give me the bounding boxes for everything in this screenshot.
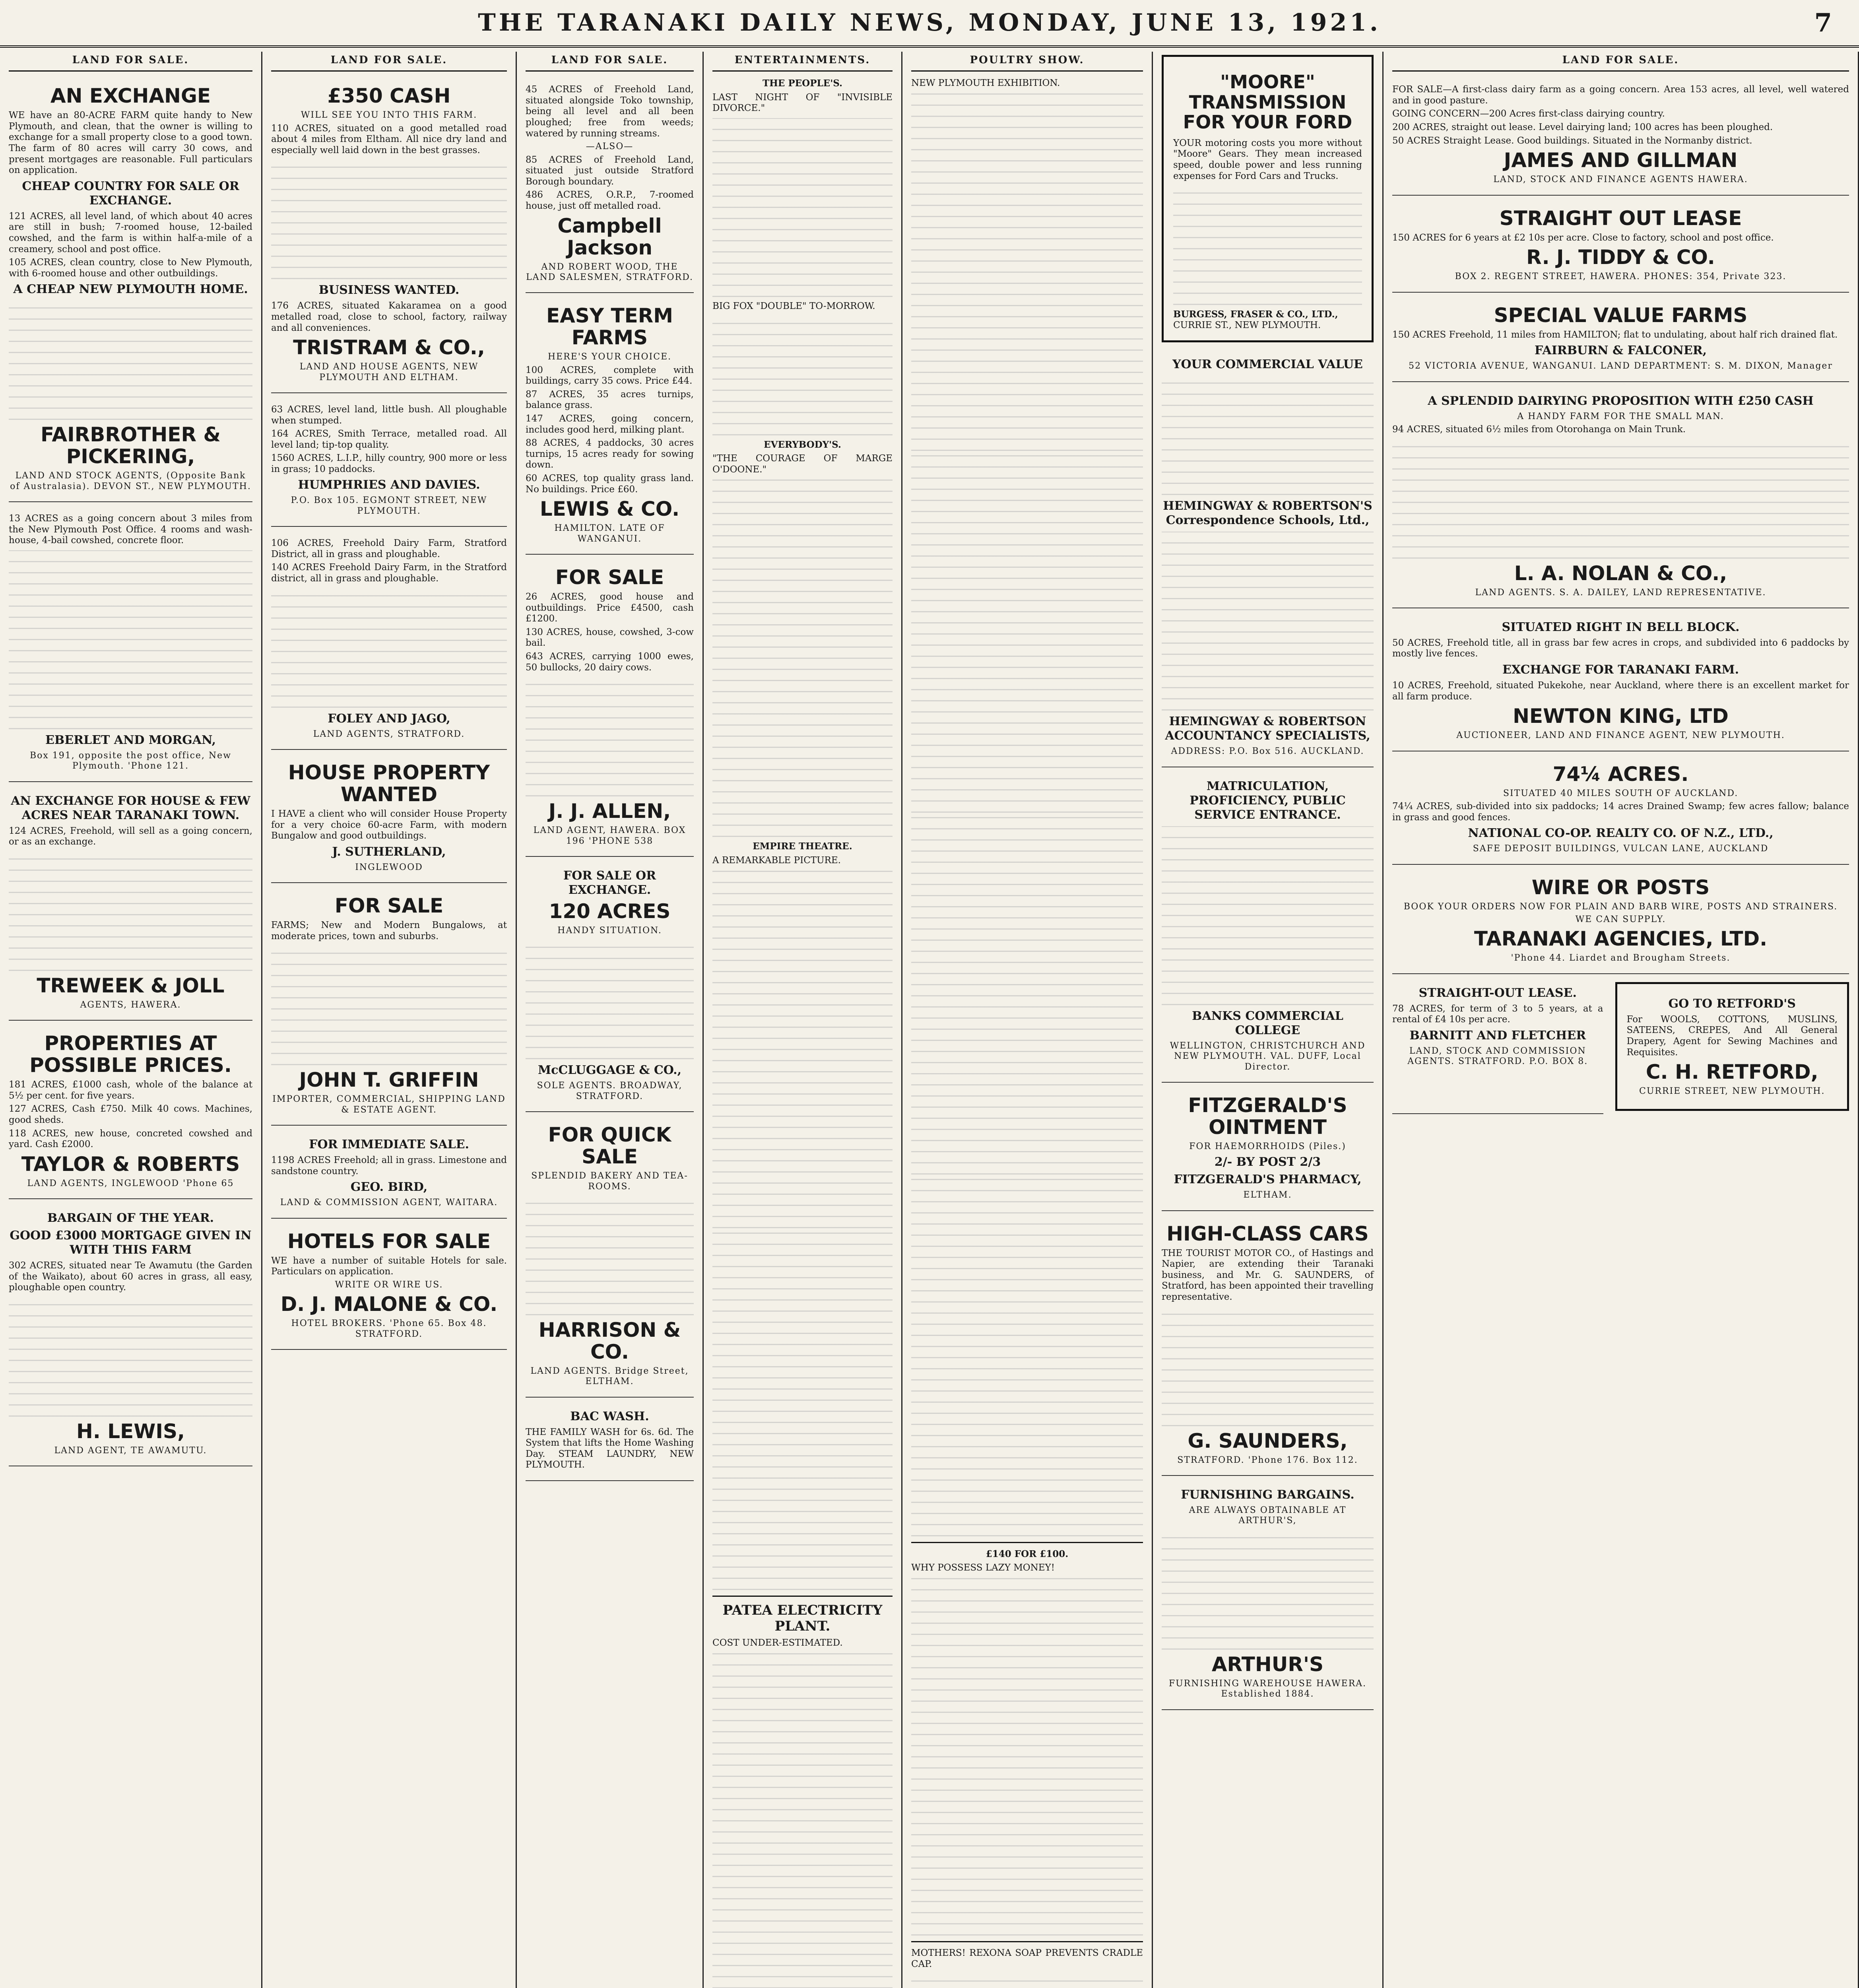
agent-name: LEWIS & CO. [539, 497, 680, 521]
ad-text: 643 ACRES, carrying 1000 ewes, 50 bullocks, 20 dairy cows. [526, 651, 694, 673]
ad-text: 88 ACRES, 4 paddocks, 30 acres turnips, 15 acres ready for sowing down. [526, 438, 694, 470]
article-subheading: BIG FOX "DOUBLE" TO-MORROW. [712, 301, 875, 311]
advert [271, 78, 507, 393]
agent-name: J. SUTHERLAND, [332, 845, 446, 859]
ad-heading: EASY TERM FARMS [546, 304, 673, 349]
ad-subheading: A SPLENDID DAIRYING PROPOSITION WITH £250 CASH [1428, 394, 1814, 408]
agent-name: FITZGERALD'S PHARMACY, [1174, 1173, 1362, 1187]
advert [526, 862, 694, 1112]
article-text-lines [911, 1578, 1143, 1936]
article-text-lines [911, 817, 1143, 1175]
agent-address: ELTHAM. [1243, 1190, 1292, 1200]
article-text-lines [712, 316, 893, 435]
ad-text: 147 ACRES, going concern, includes good herd, milking plant. [526, 414, 694, 435]
ad-text: 200 ACRES, straight out lease. Level dairying land; 100 acres has been ploughed. [1392, 122, 1773, 132]
ad-heading: £350 CASH [327, 84, 451, 108]
advert [526, 1402, 694, 1481]
agent-address: LAND AGENTS. S. A. DAILEY, LAND REPRESENTATIVE. [1475, 587, 1766, 598]
agent-name: HUMPHRIES AND DAVIES. [298, 478, 480, 492]
body-text-lines [9, 852, 252, 971]
agent-name: H. LEWIS, [76, 1419, 185, 1443]
body-text-lines [9, 550, 252, 729]
advert [1392, 756, 1849, 865]
ad-heading: WIRE OR POSTS [1531, 876, 1710, 899]
article-heading: £140 FOR £100. [986, 1548, 1069, 1559]
article-subheading: A REMARKABLE PICTURE. [712, 855, 841, 866]
article-heading: THE PEOPLE'S. [762, 78, 843, 89]
body-text-lines [1162, 376, 1374, 495]
agent-address: ADDRESS: P.O. Box 516. AUCKLAND. [1171, 746, 1364, 757]
ad-text: 127 ACRES, Cash £750. Milk 40 cows. Machines, good sheds. [9, 1104, 252, 1126]
advert [1392, 613, 1849, 751]
agent-name: ARTHUR'S [1211, 1652, 1324, 1676]
ad-subheading: HANDY SITUATION. [557, 925, 662, 936]
article-subheading: NEW PLYMOUTH EXHIBITION. [911, 78, 1060, 89]
agent-name: TRISTRAM & CO., [293, 336, 485, 359]
masthead-title: THE TARANAKI DAILY NEWS, MONDAY, JUNE 13, 1921. [478, 9, 1381, 37]
agent-address: CURRIE STREET, NEW PLYMOUTH. [1639, 1086, 1825, 1097]
advert [1162, 1481, 1374, 1710]
body-text-lines [271, 588, 507, 708]
agent-address: LAND AGENTS. Bridge Street, ELTHAM. [530, 1366, 689, 1387]
article-subheading: WHY POSSESS LAZY MONEY! [911, 1563, 1055, 1573]
advert [9, 507, 252, 782]
article-text-lines [911, 1178, 1143, 1536]
ad-subheading: AN EXCHANGE FOR HOUSE & FEW ACRES NEAR TARANAKI TOWN. [11, 794, 250, 822]
ad-text: 110 ACRES, situated on a good metalled road about 4 miles from Eltham. All nice dry land and especially well laid down in the best grasses. [271, 123, 507, 155]
agent-address: CURRIE ST., NEW PLYMOUTH. [1173, 320, 1321, 330]
agent-name: HEMINGWAY & ROBERTSON ACCOUNTANCY SPECIALISTS, [1165, 714, 1370, 743]
page-number: 7 [1814, 8, 1835, 38]
agent-name: L. A. NOLAN & CO., [1514, 561, 1727, 585]
agent-name: EBERLET AND MORGAN, [45, 733, 216, 747]
divider [911, 1941, 1143, 1942]
agent-name: NATIONAL CO-OP. REALTY CO. OF N.Z., LTD., [1468, 826, 1774, 841]
ad-subheading: EXCHANGE FOR TARANAKI FARM. [1502, 663, 1739, 677]
body-text-lines [271, 160, 507, 279]
advert [271, 888, 507, 1126]
agent-address: LAND AGENT, HAWERA. BOX 196 'PHONE 538 [533, 825, 686, 846]
article-subheading: COST UNDER-ESTIMATED. [712, 1638, 843, 1648]
column-header: ENTERTAINMENTS. [712, 52, 893, 72]
ad-subheading: ARE ALWAYS OBTAINABLE AT ARTHUR'S, [1189, 1505, 1347, 1526]
ad-text: 87 ACRES, 35 acres turnips, balance grass. [526, 389, 694, 411]
agent-address: FURNISHING WAREHOUSE HAWERA. Established 1884. [1168, 1678, 1367, 1699]
agent-name: C. H. RETFORD, [1646, 1060, 1818, 1084]
ad-heading: FOR SALE [334, 894, 444, 918]
advert [271, 398, 507, 527]
ad-text: 85 ACRES of Freehold Land, situated just outside Stratford Borough boundary. [526, 154, 694, 187]
agent-address: STRATFORD. 'Phone 176. Box 112. [1177, 1455, 1358, 1465]
ad-subheading: CHEAP COUNTRY FOR SALE OR EXCHANGE. [22, 179, 239, 208]
ad-subheading: BUSINESS WANTED. [318, 283, 460, 297]
ad-subheading: BARGAIN OF THE YEAR. [47, 1211, 214, 1225]
advert [1392, 200, 1849, 293]
advert [271, 532, 507, 750]
agent-name: BARNITT AND FLETCHER [1409, 1028, 1586, 1043]
body-text-lines [1392, 439, 1849, 559]
advert [1392, 979, 1603, 1114]
price: 2/- BY POST 2/3 [1214, 1155, 1321, 1169]
ad-subheading: FURNISHING BARGAINS. [1181, 1488, 1354, 1502]
agent-address: 'Phone 44. Liardet and Brougham Streets. [1511, 953, 1731, 963]
ad-text: I HAVE a client who will consider House Property for a very choice 60-acre Farm, with modern Bungalow and good outbuildings. [271, 809, 507, 841]
ad-heading: SPECIAL VALUE FARMS [1494, 303, 1748, 327]
ad-subheading: SITUATED 40 MILES SOUTH OF AUCKLAND. [1503, 788, 1739, 798]
advert [271, 1223, 507, 1350]
agent-name: FAIRBURN & FALCONER, [1534, 344, 1707, 358]
agent-address: LAND & COMMISSION AGENT, WAITARA. [280, 1198, 498, 1208]
ad-heading: AN EXCHANGE [50, 84, 211, 108]
agent-name: BURGESS, FRASER & CO., LTD., [1173, 309, 1338, 320]
body-text-lines [9, 1297, 252, 1417]
ad-subheading: BAC WASH. [570, 1409, 649, 1423]
article-subheading: "THE COURAGE OF MARGE O'DOONE." [712, 453, 893, 475]
ad-text: 63 ACRES, level land, little bush. All ploughable when stumped. [271, 404, 507, 426]
column-4 [704, 52, 902, 1988]
ad-heading: PROPERTIES AT POSSIBLE PRICES. [29, 1032, 232, 1077]
agent-address: WELLINGTON, CHRISTCHURCH AND NEW PLYMOUTH. VAL. DUFF, Local Director. [1170, 1041, 1366, 1072]
column-header: LAND FOR SALE. [9, 52, 252, 72]
article-heading: EVERYBODY'S. [764, 439, 841, 450]
advert [526, 1117, 694, 1398]
agent-address: HOTEL BROKERS. 'Phone 65. Box 48. STRATFORD. [291, 1318, 487, 1339]
column-3 [517, 52, 704, 1988]
agent-address: AND ROBERT WOOD, THE LAND SALESMEN, STRATFORD. [526, 262, 693, 282]
ad-subheading: WRITE OR WIRE US. [335, 1279, 443, 1290]
column-header: LAND FOR SALE. [526, 52, 694, 72]
agent-address: P.O. Box 105. EGMONT STREET, NEW PLYMOUTH. [291, 495, 487, 516]
column-5 [902, 52, 1153, 1988]
ad-text: 124 ACRES, Freehold, will sell as a going concern, or as an exchange. [9, 825, 252, 847]
article-text-lines [712, 1653, 893, 1988]
agent-address: 52 VICTORIA AVENUE, WANGANUI. LAND DEPARTMENT: S. M. DIXON, Manager [1409, 361, 1833, 371]
advert [1162, 772, 1374, 1083]
ad-text: 10 ACRES, Freehold, situated Pukekohe, near Auckland, where there is an excellent market for all farm produce. [1392, 680, 1849, 702]
agent-address: LAND AGENTS, INGLEWOOD 'Phone 65 [27, 1178, 234, 1188]
ad-text: YOUR motoring costs you more without "Moore" Gears. They mean increased speed, double power and less running expenses for Ford Cars and Trucks. [1173, 138, 1362, 181]
ad-heading: HOUSE PROPERTY WANTED [288, 761, 490, 806]
column-1 [0, 52, 262, 1988]
ad-text: THE TOURIST MOTOR CO., of Hastings and Napier, are extending their Taranaki business, and Mr. G. SAUNDERS, of Stratford, has been appointed their travelling representative. [1162, 1248, 1374, 1303]
advert [1162, 1087, 1374, 1211]
moore-advert [1162, 55, 1374, 342]
column-header: POULTRY SHOW. [911, 52, 1143, 72]
ad-subheading: SPLENDID BAKERY AND TEA-ROOMS. [531, 1171, 688, 1192]
article-text-lines [911, 93, 1143, 451]
column-2 [262, 52, 517, 1988]
ad-heading: "MOORE" TRANSMISSION FOR YOUR FORD [1183, 71, 1353, 133]
ad-heading: FITZGERALD'S OINTMENT [1188, 1093, 1347, 1139]
ad-text: 150 ACRES for 6 years at £2 10s per acre. Close to factory, school and post office. [1392, 232, 1774, 243]
ad-text: 164 ACRES, Smith Terrace, metalled road. All level land; tip-top quality. [271, 429, 507, 450]
article-text-lines [712, 479, 893, 837]
ad-subheading: FOR HAEMORRHOIDS (Piles.) [1189, 1141, 1346, 1151]
advert [1162, 350, 1374, 767]
ad-text: 106 ACRES, Freehold Dairy Farm, Stratford District, all in grass and ploughable. [271, 538, 507, 559]
agent-name: FAIRBROTHER & PICKERING, [41, 423, 221, 468]
body-text-lines [526, 940, 694, 1059]
agent-address: LAND AND HOUSE AGENTS, NEW PLYMOUTH AND ELTHAM. [299, 362, 479, 382]
ad-text: 118 ACRES, new house, concreted cowshed and yard. Cash £2000. [9, 1128, 252, 1150]
advert [9, 1025, 252, 1199]
ad-text: 1560 ACRES, L.I.P., hilly country, 900 more or less in grass; 10 paddocks. [271, 453, 507, 474]
ad-text: 100 ACRES, complete with buildings, carry 35 cows. Price £44. [526, 365, 694, 386]
divider [712, 1596, 893, 1597]
ad-text: 50 ACRES Straight Lease. Good buildings. Situated in the Normanby district. [1392, 135, 1752, 146]
ad-text: 94 ACRES, situated 6½ miles from Otorohanga on Main Trunk. [1392, 424, 1686, 435]
agent-name: D. J. MALONE & CO. [280, 1293, 498, 1316]
ad-subheading: WILL SEE YOU INTO THIS FARM. [301, 110, 477, 120]
agent-address: SAFE DEPOSIT BUILDINGS, VULCAN LANE, AUCKLAND [1473, 844, 1769, 854]
agent-address: AGENTS, HAWERA. [80, 1000, 181, 1010]
ad-text: 13 ACRES as a going concern about 3 miles from the New Plymouth Post Office. 4 rooms and wash-house, 4-bail cowshed, concrete floor. [9, 513, 252, 546]
advert [526, 78, 694, 293]
agent-address: IMPORTER, COMMERCIAL, SHIPPING LAND & ESTATE AGENT. [272, 1094, 506, 1115]
advert [271, 755, 507, 883]
advert [1392, 297, 1849, 382]
ad-text: 121 ACRES, all level land, of which about 40 acres are still in bush; 7-roomed house, 12-bailed cowshed, and the farm is within half-a-mile of a creamery, school and post office. [9, 211, 252, 254]
agent-name: G. SAUNDERS, [1188, 1429, 1348, 1452]
ad-subheading: —ALSO— [586, 142, 634, 152]
ad-subheading: A CHEAP NEW PLYMOUTH HOME. [13, 282, 248, 297]
body-text-lines [271, 946, 507, 1065]
article-subheading: LAST NIGHT OF "INVISIBLE DIVORCE." [712, 92, 893, 114]
agent-name: TARANAKI AGENCIES, LTD. [1474, 927, 1768, 951]
masthead [0, 0, 1859, 48]
agent-name: GEO. BIRD, [350, 1180, 428, 1194]
agent-name: TAYLOR & ROBERTS [21, 1152, 240, 1176]
agent-name: HEMINGWAY & ROBERTSON'S Correspondence Schools, Ltd., [1163, 499, 1372, 528]
ad-text: 78 ACRES, for term of 3 to 5 years, at a rental of £4 10s per acre. [1392, 1003, 1603, 1025]
agent-address: LAND, STOCK AND FINANCE AGENTS HAWERA. [1493, 175, 1748, 185]
ad-subheading: STRAIGHT-OUT LEASE. [1419, 986, 1577, 1000]
ad-text: 50 ACRES, Freehold title, all in grass bar few acres in crops, and subdivided into 6 paddocks by mostly live fences. [1392, 637, 1849, 659]
bottom-adverts [1392, 979, 1849, 1119]
ad-subheading: FOR IMMEDIATE SALE. [309, 1138, 469, 1152]
agent-address: SOLE AGENTS. BROADWAY, STRATFORD. [537, 1081, 683, 1101]
agent-address: LAND, STOCK AND COMMISSION AGENTS. STRATFORD. P.O. BOX 8. [1407, 1046, 1588, 1067]
article-text-lines [712, 870, 893, 1228]
ad-text: FARMS; New and Modern Bungalows, at moderate prices, town and suburbs. [271, 920, 507, 942]
advert [1392, 78, 1849, 195]
article-text-lines [712, 118, 893, 297]
agent-address: LAND AGENTS, STRATFORD. [313, 729, 465, 739]
ad-text: 1198 ACRES Freehold; all in grass. Limestone and sandstone country. [271, 1155, 507, 1176]
agent-address: LAND AGENT, TE AWAMUTU. [54, 1445, 207, 1456]
agent-name: JAMES AND GILLMAN [1504, 149, 1738, 172]
ad-text: GOING CONCERN—200 Acres first-class dairying country. [1392, 109, 1665, 119]
ad-subheading: GO TO RETFORD'S [1668, 996, 1796, 1011]
agent-address: HAMILTON. LATE OF WANGANUI. [554, 523, 665, 544]
agent-name: NEWTON KING, LTD [1513, 705, 1729, 728]
ad-heading: 120 ACRES [549, 899, 671, 923]
column-header: LAND FOR SALE. [271, 52, 507, 72]
agent-name: BANKS COMMERCIAL COLLEGE [1192, 1009, 1343, 1037]
agent-name: FOLEY AND JAGO, [328, 711, 450, 726]
agent-address: Box 191, opposite the post office, New Plymouth. 'Phone 121. [29, 750, 232, 771]
advert [1392, 870, 1849, 974]
ad-subheading: YOUR COMMERCIAL VALUE [1172, 357, 1363, 372]
advert [526, 298, 694, 555]
agent-address: LAND AND STOCK AGENTS, (Opposite Bank of Australasia). DEVON ST., NEW PLYMOUTH. [10, 471, 251, 491]
body-text-lines [9, 301, 252, 420]
ad-text: 130 ACRES, house, cowshed, 3-cow bail. [526, 627, 694, 648]
body-text-lines [1162, 532, 1374, 711]
advert [9, 787, 252, 1021]
ad-subheading: MATRICULATION, PROFICIENCY, PUBLIC SERVICE ENTRANCE. [1190, 779, 1346, 822]
retford-advert [1615, 982, 1849, 1111]
ad-text: THE FAMILY WASH for 6s. 6d. The System that lifts the Home Washing Day. STEAM LAUNDRY, NEW PLYMOUTH. [526, 1427, 694, 1470]
column-header: LAND FOR SALE. [1392, 52, 1849, 72]
body-text-lines [1173, 186, 1362, 305]
ad-heading: 74¼ ACRES. [1552, 762, 1689, 786]
ad-text: 302 ACRES, situated near Te Awamutu (the Garden of the Waikato), about 60 acres in grass, all easy, ploughable open country. [9, 1260, 252, 1293]
article-subheading: MOTHERS! REXONA SOAP PREVENTS CRADLE CAP. [911, 1947, 1143, 1969]
article-heading: EMPIRE THEATRE. [753, 841, 852, 852]
ad-text: WE have an 80-ACRE FARM quite handy to New Plymouth, and clean, that the owner is willing to exchange for a small property close to a good town. The farm of 80 acres will carry 30 cows, and present mortgages are reasonable. Full particulars on application. [9, 110, 252, 176]
ad-subheading: A HANDY FARM FOR THE SMALL MAN. [1517, 411, 1724, 421]
agent-name: Campbell Jackson [557, 214, 662, 259]
advert [1162, 1216, 1374, 1476]
body-text-lines [526, 1196, 694, 1315]
body-text-lines [1162, 1307, 1374, 1426]
ad-subheading: FOR SALE OR EXCHANGE. [563, 868, 656, 897]
ad-text: WE have a number of suitable Hotels for sale. Particulars on application. [271, 1255, 507, 1277]
column-6 [1153, 52, 1384, 1988]
ad-subheading: GOOD £3000 MORTGAGE GIVEN IN WITH THIS FARM [10, 1229, 252, 1257]
article-text-lines [911, 455, 1143, 813]
advert [526, 559, 694, 857]
agent-name: TREWEEK & JOLL [37, 974, 225, 997]
agent-address: INGLEWOOD [355, 862, 423, 872]
advert [9, 78, 252, 502]
ad-text: 486 ACRES, O.R.P., 7-roomed house, just off metalled road. [526, 190, 694, 211]
ad-heading: HOTELS FOR SALE [287, 1229, 491, 1253]
agent-address: BOX 2. REGENT STREET, HAWERA. PHONES: 354, Private 323. [1455, 272, 1787, 282]
agent-name: HARRISON & CO. [538, 1318, 681, 1363]
advert [1392, 387, 1849, 608]
ad-text: FOR SALE—A first-class dairy farm as a going concern. Area 153 acres, all level, well watered and in good pasture. [1392, 84, 1849, 106]
article-text-lines [911, 1974, 1143, 1988]
body-text-lines [526, 677, 694, 796]
agent-address: AUCTIONEER, LAND AND FINANCE AGENT, NEW PLYMOUTH. [1456, 730, 1785, 741]
agent-name: McCLUGGAGE & CO., [538, 1063, 682, 1077]
ad-subheading: WE CAN SUPPLY. [1575, 914, 1666, 925]
ad-heading: FOR SALE [555, 566, 664, 589]
article-heading: PATEA ELECTRICITY PLANT. [722, 1602, 883, 1635]
body-text-lines [1162, 826, 1374, 1005]
ad-heading: STRAIGHT OUT LEASE [1499, 206, 1742, 230]
body-text-lines [1162, 1530, 1374, 1650]
ad-heading: HIGH-CLASS CARS [1166, 1222, 1369, 1245]
ad-text: 140 ACRES Freehold Dairy Farm, in the Stratford district, all in grass and ploughable. [271, 562, 507, 584]
ad-text: 105 ACRES, clean country, close to New Plymouth, with 6-roomed house and other outbuildings. [9, 257, 252, 279]
ad-text: 176 ACRES, situated Kakaramea on a good metalled road, close to school, factory, railway and all conveniences. [271, 301, 507, 333]
column-7 [1384, 52, 1859, 1988]
advert [271, 1130, 507, 1219]
ad-subheading: BOOK YOUR ORDERS NOW FOR PLAIN AND BARB WIRE, POSTS AND STRAINERS. [1403, 901, 1838, 912]
ad-heading: FOR QUICK SALE [548, 1123, 671, 1169]
ad-text: 74¼ ACRES, sub-divided into six paddocks; 14 acres Drained Swamp; few acres fallow; balance in grass and good fences. [1392, 801, 1849, 823]
ad-subheading: HERE'S YOUR CHOICE. [547, 352, 672, 362]
divider [911, 1542, 1143, 1543]
ad-text: 45 ACRES of Freehold Land, situated alongside Toko township, being all level and all been ploughed; free from weeds; watered by running streams. [526, 84, 694, 139]
agent-name: R. J. TIDDY & CO. [1526, 246, 1715, 269]
ad-subheading: SITUATED RIGHT IN BELL BLOCK. [1502, 620, 1740, 634]
ad-text: 60 ACRES, top quality grass land. No buildings. Price £60. [526, 473, 694, 495]
ad-text: 150 ACRES Freehold, 11 miles from HAMILTON; flat to undulating, about half rich drained flat. [1392, 329, 1838, 340]
article-text-lines [712, 1232, 893, 1590]
advert [9, 1204, 252, 1466]
agent-name: JOHN T. GRIFFIN [299, 1068, 479, 1092]
agent-name: J. J. ALLEN, [548, 800, 671, 823]
ad-text: 181 ACRES, £1000 cash, whole of the balance at 5½ per cent. for five years. [9, 1079, 252, 1101]
ad-text: 26 ACRES, good house and outbuildings. Price £4500, cash £1200. [526, 592, 694, 624]
ad-text: For WOOLS, COTTONS, MUSLINS, SATEENS, CREPES, And All General Drapery, Agent for Sewing Machines and Requisites. [1626, 1014, 1838, 1058]
